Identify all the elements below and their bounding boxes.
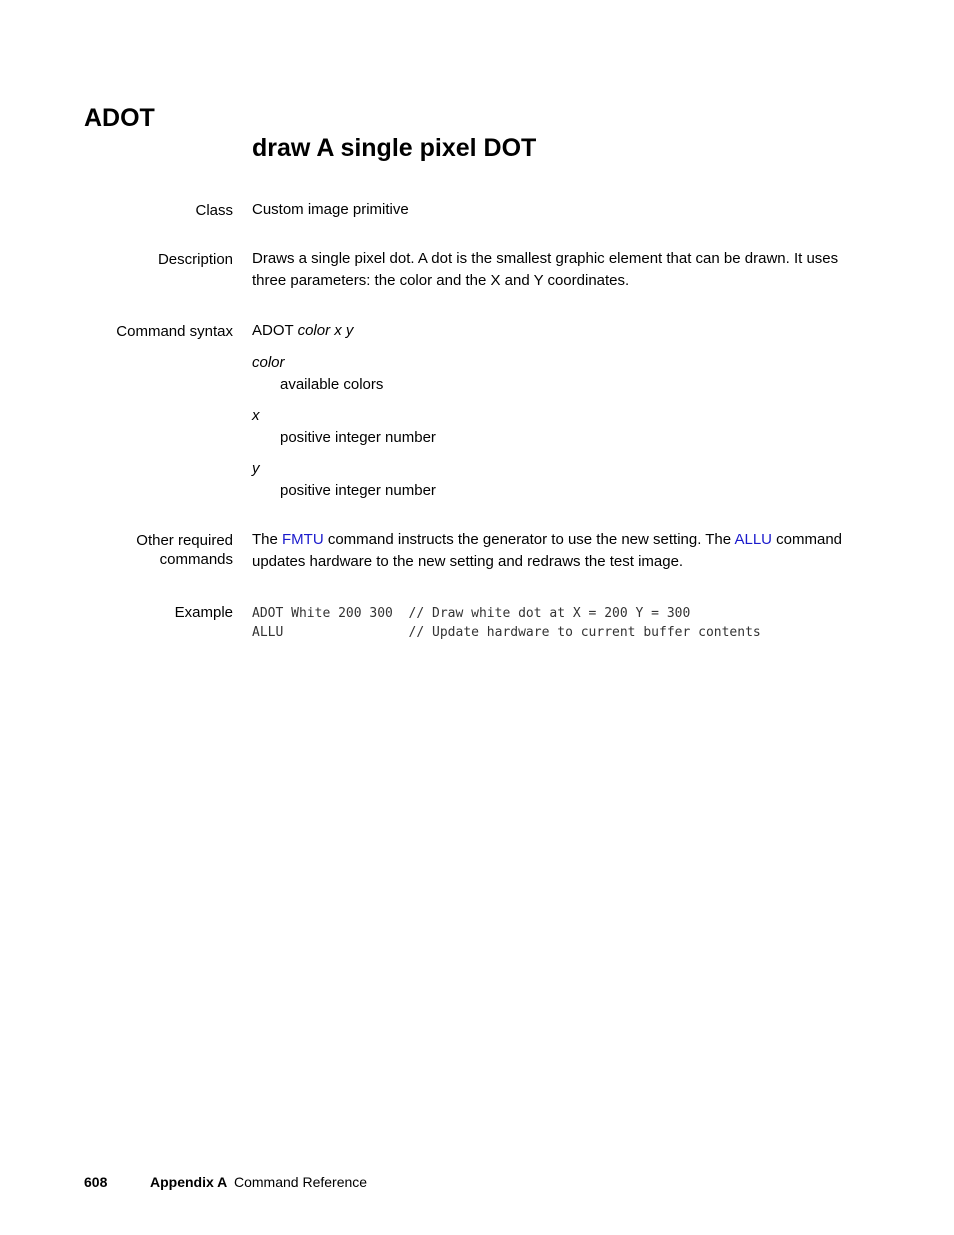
description-line-2: three parameters: the color and the X and Y coordinates. (252, 272, 630, 289)
syntax-line (252, 320, 882, 342)
description-text (252, 248, 882, 292)
other-line-1 (252, 529, 882, 551)
syntax-args: color x y (297, 322, 354, 339)
other-text-2: command instructs the generator to use the new setting. The (323, 531, 735, 548)
example-code-line-2: ALLU // Update hardware to current buffer contents (252, 625, 761, 640)
footer-appendix: Appendix A (150, 1174, 228, 1190)
page-footer (84, 1173, 368, 1191)
param-desc-x: positive integer number (280, 429, 436, 446)
class-label: Class (195, 202, 233, 219)
syntax-label: Command syntax (116, 323, 233, 340)
param-desc-y: positive integer number (280, 482, 436, 499)
allu-link[interactable]: ALLU (734, 531, 772, 548)
other-text-3: command (772, 531, 843, 548)
class-value: Custom image primitive (252, 201, 409, 218)
other-commands-label (136, 531, 233, 569)
command-title: draw A single pixel DOT (252, 134, 537, 162)
other-text-1: The (252, 531, 283, 548)
fmtu-link[interactable]: FMTU (282, 531, 324, 548)
example-code-line-1: ADOT White 200 300 // Draw white dot at X = 200 Y = 300 (252, 606, 691, 621)
param-name-y: y (252, 460, 260, 477)
page-number: 608 (84, 1174, 108, 1190)
other-label-line-2: commands (159, 551, 233, 568)
param-name-color: color (252, 354, 285, 371)
syntax-command: ADOT (252, 322, 294, 339)
example-code (252, 604, 761, 642)
example-label: Example (174, 604, 233, 621)
description-line-1: Draws a single pixel dot. A dot is the smallest graphic element that can be drawn. It uses (252, 250, 839, 267)
other-label-line-1: Other required (136, 532, 233, 549)
param-desc-color: available colors (280, 376, 384, 393)
other-commands-text (252, 529, 882, 573)
command-name: ADOT (84, 104, 155, 132)
other-line-2: updates hardware to the new setting and redraws the test image. (252, 553, 684, 570)
footer-chapter: Command Reference (234, 1174, 368, 1190)
param-name-x: x (252, 407, 260, 424)
description-label: Description (157, 251, 233, 268)
